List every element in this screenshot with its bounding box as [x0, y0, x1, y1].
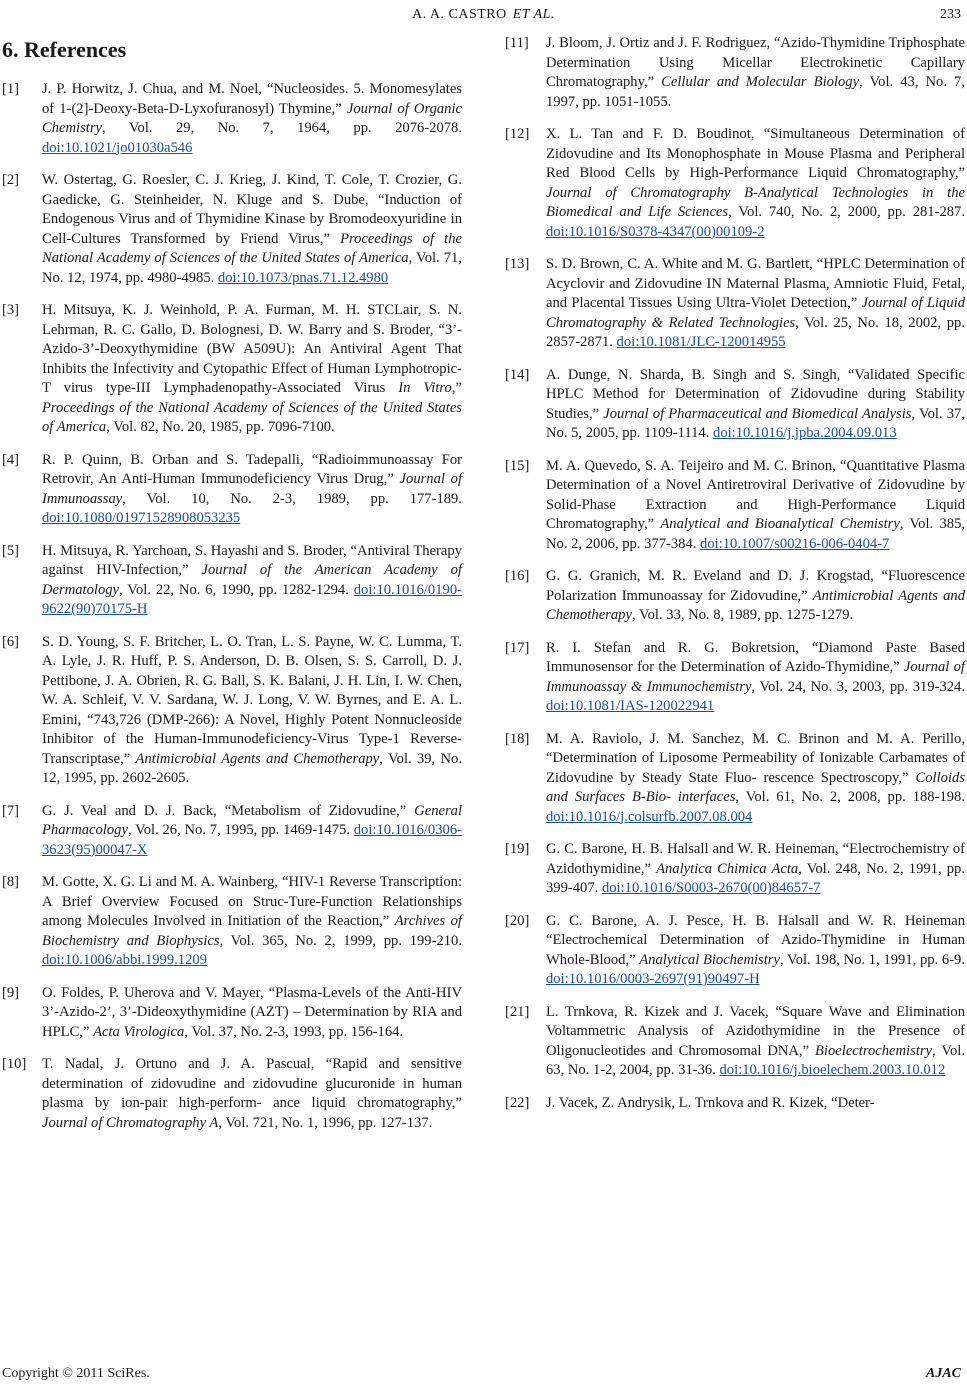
reference-segment: , Vol. 248, No. 2, 1991, pp. 399-407.: [546, 860, 966, 896]
reference-segment: J. P. Horwitz, J. Chua, and M. Noel, “Nucleosides. 5. Monomesylates of 1-(2]-Deoxy-Beta-D-Lyxofuranosyl) Thymine,”: [42, 81, 462, 117]
reference-number: [16]: [505, 568, 530, 584]
doi-link[interactable]: doi:10.1073/pnas.71.12.4980: [217, 269, 389, 286]
reference-item: [505, 255, 965, 353]
reference-text: [546, 125, 965, 242]
reference-number: [17]: [505, 639, 530, 656]
reference-segment: , Vol. 71, No. 12, 1974, pp. 4980-4985.: [42, 250, 462, 286]
reference-segment: , Vol. 25, No. 18, 2002, pp. 2857-2871.: [546, 314, 965, 350]
reference-number: [8]: [2, 874, 20, 890]
reference-text: [546, 639, 965, 717]
reference-segment: , Vol. 29, No. 7, 1964, pp. 2076-2078.: [102, 120, 462, 136]
reference-text: [546, 1003, 965, 1081]
reference-text: [42, 80, 462, 158]
reference-segment: S. D. Brown, C. A. White and M. G. Bartlett, “HPLC Determination of Acyclovir and Zidovudine IN Maternal Plasma, Amniotic Fluid, Fetal, and Placental Tissues Using Ultra-Violet Detection,”: [546, 256, 965, 311]
reference-text: [546, 34, 965, 112]
doi-link[interactable]: doi:10.1021/jo01030a546: [42, 139, 193, 156]
section-title: 6. References: [2, 37, 127, 62]
doi-link[interactable]: doi:10.1016/j.jpba.2004.09.013: [713, 425, 897, 441]
journal-title: Analytical and Bioanalytical Chemistry: [660, 516, 900, 532]
reference-item: [2, 171, 462, 288]
reference-item: [505, 125, 965, 242]
reference-segment: O. Foldes, P. Uherova and V. Mayer, “Plasma-Levels of the Anti-HIV 3’-Azido-2’, 3’-Dideoxythymidine (AZT) – Determination by RIA and HPLC,”: [42, 984, 462, 1040]
doi-link[interactable]: doi:10.1081/JLC-120014955: [616, 334, 786, 350]
reference-number: [19]: [505, 841, 530, 857]
reference-segment: , Vol. 26, No. 7, 1995, pp. 1469-1475.: [127, 822, 354, 838]
reference-text: [42, 802, 462, 861]
journal-title: Journal of Immunoassay: [42, 471, 462, 507]
reference-segment: G. C. Barone, A. J. Pesce, H. B. Halsall and W. R. Heineman “Electrochemical Determination of Azido-Thymidine in Human Whole-Blood,”: [546, 912, 965, 968]
doi-link[interactable]: doi:10.1016/j.bioelechem.2003.10.012: [719, 1062, 946, 1078]
reference-segment: G. C. Barone, H. B. Halsall and W. R. Heineman, “Electrochemistry of Azidothymidine,”: [546, 841, 965, 877]
reference-segment: , Vol. 82, No. 20, 1985, pp. 7096-7100.: [106, 419, 335, 435]
reference-segment: R. I. Stefan and R. G. Bokretsion, “Diamond Paste Based Immunosensor for the Determination of Azido-Thymidine,”: [546, 639, 965, 675]
reference-item: [2, 873, 462, 971]
reference-item: [505, 366, 965, 444]
reference-item: [2, 802, 462, 861]
reference-text: [546, 457, 965, 555]
reference-text: [42, 984, 462, 1043]
reference-segment: ,”: [451, 380, 462, 396]
reference-item: [505, 457, 965, 555]
page-number: 233: [940, 7, 961, 22]
reference-segment: , Vol. 37, No. 5, 2005, pp. 1109-1114.: [546, 405, 965, 441]
reference-item: [2, 542, 462, 620]
reference-number: [10]: [2, 1056, 27, 1072]
reference-text: [546, 730, 965, 828]
reference-segment: J. Vacek, Z. Andrysik, L. Trnkova and R. Kizek, “Deter-: [546, 1094, 875, 1111]
right-column: [505, 34, 965, 1126]
reference-text: [546, 1094, 965, 1114]
reference-segment: , Vol. 39, No. 12, 1995, pp. 2602-2605.: [42, 750, 463, 786]
reference-segment: , Vol. 740, No. 2, 2000, pp. 281-287.: [728, 204, 965, 220]
reference-segment: , Vol. 385, No. 2, 2006, pp. 377-384.: [546, 516, 966, 552]
reference-segment: G. G. Granich, M. R. Eveland and D. J. Krogstad, “Fluorescence Polarization Immunoassay for Zidovudine,”: [546, 568, 965, 604]
doi-link[interactable]: doi:10.1080/01971528908053235: [42, 510, 241, 526]
reference-segment: H. Mitsuya, K. J. Weinhold, P. A. Furman, M. H. STCLair, S. N. Lehrman, R. C. Gallo, D. Bolognesi, D. W. Barry and S. Broder, “3’-Azido-3’-Deoxythymidine (BW A509U): An Antiviral Agent That Inhibits the Infectivity and Cytopathic Effect of Human Lymphotropic-T virus type-III Lymphadenopathy-Associated Virus: [42, 302, 462, 396]
footer-journal: AJAC: [925, 1366, 961, 1381]
doi-link[interactable]: doi:10.1016/0306-3623(95)00047-X: [42, 822, 462, 858]
reference-item: [505, 1094, 965, 1114]
journal-title: Journal of Pharmaceutical and Biomedical Analysis: [603, 405, 912, 422]
reference-number: [1]: [2, 81, 20, 97]
reference-number: [12]: [505, 126, 530, 142]
running-head-etal: ET AL.: [512, 7, 555, 22]
doi-link[interactable]: doi:10.1016/0003-2697(91)90497-H: [546, 971, 760, 987]
doi-link[interactable]: doi:10.1016/j.colsurfb.2007.08.004: [546, 808, 753, 825]
reference-item: [505, 912, 965, 990]
journal-title: Colloids and Surfaces B-Bio- interfaces: [546, 769, 965, 805]
reference-segment: , Vol. 63, No. 1-2, 2004, pp. 31-36.: [546, 1042, 965, 1078]
reference-text: [546, 366, 965, 444]
reference-segment: , Vol. 37, No. 2-3, 1993, pp. 156-164.: [184, 1023, 404, 1040]
reference-text: [42, 633, 462, 789]
doi-link[interactable]: doi:10.1016/S0003-2670(00)84657-7: [601, 880, 821, 896]
journal-title: Journal of Organic Chemistry: [42, 100, 462, 136]
reference-segment: , Vol. 198, No. 1, 1991, pp. 6-9.: [779, 951, 965, 968]
reference-segment: , Vol. 33, No. 8, 1989, pp. 1275-1279.: [631, 607, 854, 623]
reference-item: [505, 34, 965, 112]
journal-title: Antimicrobial Agents and Chemotherapy: [546, 587, 965, 623]
reference-segment: W. Ostertag, G. Roesler, C. J. Krieg, J. Kind, T. Cole, T. Crozier, G. Gaedicke, G. Steinheider, N. Kluge and S. Dube, “Induction of Endogenous Virus and of Thymidine Kinase by Bromodeoxyuridine in Cell-Cultures Transformed by Friend Virus,”: [42, 172, 462, 247]
journal-title: Cellular and Molecular Biology: [661, 74, 860, 90]
reference-segment: L. Trnkova, R. Kizek and J. Vacek, “Square Wave and Elimination Voltammetric Analysis of Azidothymidine in the Presence of Oligonucleotides and Chromosomal DNA,”: [546, 1003, 965, 1059]
reference-item: [2, 1055, 462, 1133]
reference-segment: M. A. Quevedo, S. A. Teijeiro and M. C. Brinon, “Quantitative Plasma Determination of a Novel Antiretroviral Derivative of Zidovudine by Solid-Phase Extraction and High-Performance Liquid Chromatography,”: [546, 457, 965, 532]
reference-segment: G. J. Veal and D. J. Back, “Metabolism of Zidovudine,”: [42, 802, 415, 819]
reference-text: [546, 255, 965, 353]
reference-item: [2, 80, 462, 158]
reference-text: [546, 567, 965, 626]
reference-item: [2, 451, 462, 529]
reference-item: [505, 567, 965, 626]
journal-title: In Vitro: [398, 380, 452, 396]
reference-text: [42, 542, 462, 620]
journal-title: General Pharmacology: [42, 802, 462, 838]
reference-number: [20]: [505, 912, 530, 929]
reference-number: [9]: [2, 984, 20, 1001]
reference-segment: T. Nadal, J. Ortuno and J. A. Pascual, “Rapid and sensitive determination of zidovudine and zidovudine glucuronide in human plasma by ion-pair high-perform- ance liquid chromatography,”: [42, 1056, 462, 1111]
reference-text: [546, 840, 965, 899]
journal-title: Analytical Biochemistry: [639, 951, 780, 968]
footer-copyright: Copyright © 2011 SciRes.: [2, 1366, 150, 1381]
reference-number: [2]: [2, 172, 20, 188]
journal-title: Bioelectrochemistry: [815, 1042, 932, 1059]
journal-title: Journal of Liquid Chromatography & Related Technologies: [546, 295, 965, 331]
reference-number: [18]: [505, 730, 530, 747]
journal-title: Journal of Chromatography B-Analytical Technologies in the Biomedical and Life Sciences: [546, 184, 965, 220]
journal-title: Archives of Biochemistry and Biophysics: [42, 913, 462, 949]
left-column: [2, 34, 462, 1146]
reference-segment: , Vol. 10, No. 2-3, 1989, pp. 177-189.: [122, 490, 462, 507]
reference-number: [13]: [505, 256, 530, 272]
reference-item: [2, 984, 462, 1043]
reference-number: [7]: [2, 802, 20, 819]
reference-number: [14]: [505, 366, 530, 383]
reference-list-right: [505, 34, 965, 1113]
reference-text: [42, 301, 462, 438]
reference-segment: R. P. Quinn, B. Orban and S. Tadepalli, “Radioimmunoassay For Retrovir, An Anti-Human Immunodeficiency Virus Drug,”: [42, 451, 462, 487]
reference-item: [505, 639, 965, 717]
journal-title: Proceedings of the National Academy of Sciences of the United States of America: [42, 399, 462, 435]
reference-list-left: [2, 80, 462, 1133]
doi-link[interactable]: doi:10.1081/IAS-120022941: [546, 698, 715, 714]
journal-title: Journal of Immunoassay & Immunochemistry: [546, 659, 965, 695]
reference-number: [15]: [505, 457, 530, 474]
reference-number: [11]: [505, 35, 529, 51]
journal-title: Acta Virologica: [93, 1023, 185, 1040]
reference-item: [505, 840, 965, 899]
doi-link[interactable]: doi:10.1007/s00216-006-0404-7: [700, 535, 890, 552]
doi-link[interactable]: doi:10.1016/0190-9622(90)70175-H: [42, 581, 462, 617]
reference-text: [42, 171, 462, 288]
journal-title: Proceedings of the National Academy of Sciences of the United States of America: [42, 230, 462, 266]
reference-segment: A. Dunge, N. Sharda, B. Singh and S. Singh, “Validated Specific HPLC Method for Determination of Zidovudine during Stability Studies,”: [546, 366, 965, 422]
page-footer: [0, 1364, 967, 1386]
reference-segment: H. Mitsuya, R. Yarchoan, S. Hayashi and S. Broder, “Antiviral Therapy against HIV-Infection,”: [42, 542, 462, 578]
reference-segment: , Vol. 61, No. 2, 2008, pp. 188-198.: [735, 789, 966, 805]
doi-link[interactable]: doi:10.1006/abbi.1999.1209: [42, 952, 207, 968]
reference-number: [4]: [2, 451, 20, 468]
doi-link[interactable]: doi:10.1016/S0378-4347(00)00109-2: [546, 223, 765, 240]
reference-item: [2, 633, 462, 789]
reference-text: [546, 912, 965, 990]
reference-number: [21]: [505, 1003, 530, 1020]
reference-segment: S. D. Young, S. F. Britcher, L. O. Tran, L. S. Payne, W. C. Lumma, T. A. Lyle, J. R. Huff, P. S. Anderson, D. B. Olsen, S. S. Carroll, D. J. Pettibone, J. A. Obrien, R. G. Ball, S. K. Balani, J. H. Lin, I. W. Chen, W. A. Schleif, V. V. Sardana, W. J. Long, V. W. Byrnes, and E. A. L. Emini, “743,726 (DMP-266): A Novel, Highly Potent Nonnucleoside Inhibitor of the Human-Immunodeficiency-Virus Type-1 Reverse-Transcriptase,”: [42, 633, 462, 767]
reference-text: [42, 873, 462, 971]
reference-item: [505, 730, 965, 828]
reference-segment: , Vol. 24, No. 3, 2003, pp. 319-324.: [751, 678, 965, 695]
reference-segment: M. Gotte, X. G. Li and M. A. Wainberg, “HIV-1 Reverse Transcription: A Brief Overview Focused on Struc-Ture-Function Relationships among Molecules Involved in Initiation of the Reaction,”: [42, 874, 462, 929]
running-head: [0, 4, 967, 26]
reference-segment: , Vol. 22, No. 6, 1990, pp. 1282-1294.: [119, 581, 354, 598]
running-head-author: A. A. CASTRO: [412, 7, 507, 22]
reference-segment: , Vol. 721, No. 1, 1996, pp. 127-137.: [218, 1114, 433, 1131]
reference-item: [505, 1003, 965, 1081]
journal-title: Journal of Chromatography A: [42, 1114, 219, 1131]
journal-title: Journal of the American Academy of Dermatology: [42, 562, 462, 598]
reference-number: [6]: [2, 633, 20, 650]
reference-text: [42, 1055, 462, 1133]
reference-number: [22]: [505, 1094, 530, 1111]
reference-segment: , Vol. 365, No. 2, 1999, pp. 199-210.: [219, 932, 463, 949]
journal-title: Analytica Chimica Acta: [656, 860, 799, 877]
reference-segment: X. L. Tan and F. D. Boudinot, “Simultaneous Determination of Zidovudine and Its Monophosphate in Mouse Plasma and Peripheral Red Blood Cells by High-Performance Liquid Chromatography,”: [546, 126, 965, 181]
running-head-title: [0, 4, 967, 26]
reference-number: [3]: [2, 302, 20, 318]
reference-segment: M. A. Raviolo, J. M. Sanchez, M. C. Brinon and M. A. Perillo, “Determination of Liposome Permeability of Ionizable Carbamates of Zidovudine by Steady State Fluo- rescence Spectroscopy,”: [546, 730, 965, 786]
reference-item: [2, 301, 462, 438]
journal-title: Antimicrobial Agents and Chemotherapy: [135, 750, 380, 767]
reference-number: [5]: [2, 542, 20, 559]
reference-segment: J. Bloom, J. Ortiz and J. F. Rodriguez, “Azido-Thymidine Triphosphate Determination Using Micellar Electrokinetic Capillary Chromatography,”: [546, 35, 965, 90]
reference-text: [42, 451, 462, 529]
reference-segment: , Vol. 43, No. 7, 1997, pp. 1051-1055.: [546, 74, 966, 110]
